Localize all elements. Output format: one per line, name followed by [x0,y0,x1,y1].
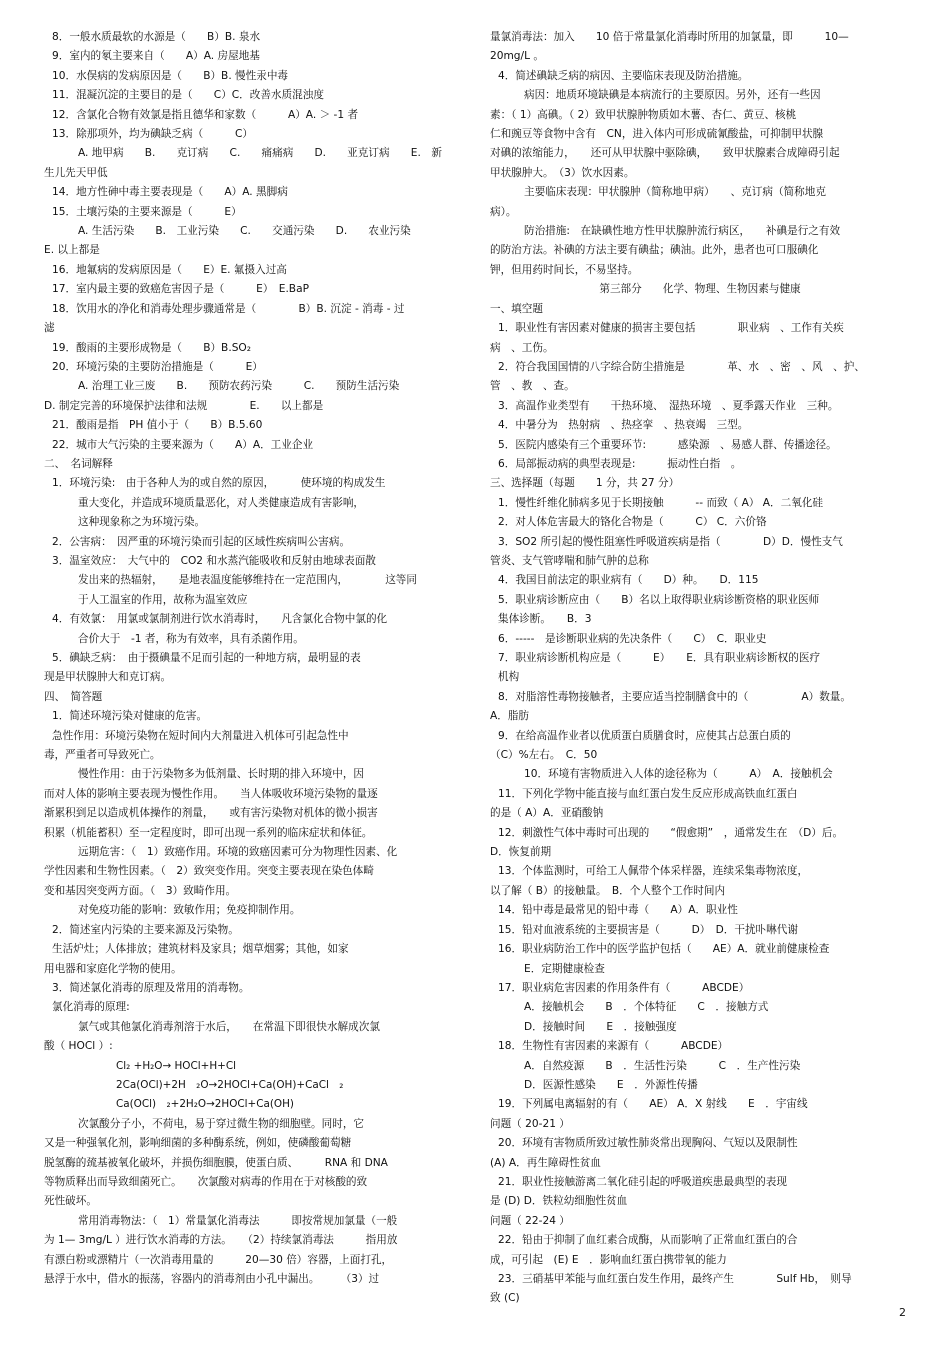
text-line: A．接触机会 B ．个体特征 C ．接触方式 [524,1001,769,1014]
text-line: 集体诊断。 B．3 [498,613,592,626]
text-line: 脱氢酶的巯基被氧化破坏，并损伤细胞膜，使蛋白质、 RNA 和 DNA [44,1156,388,1169]
text-line: 慢性作用：由于污染物多为低剂量、长时期的排入环境中，因 [78,768,365,781]
text-line: 21．职业性接触游离二氧化硅引起的呼吸道疾患最典型的表现 [498,1175,787,1188]
text-line: 1．简述环境污染对健康的危害。 [52,710,208,723]
text-line: 12．含氯化合物有效氯是指且德华和家数（ A）A. ＞ -1 者 [52,108,359,121]
text-line: 17．职业病危害因素的作用条件有（ ABCDE） [498,981,750,994]
text-line: 13．个体监测时，可给工人佩带个体采样器，连续采集毒物浓度， [498,865,809,878]
text-line: 现是甲状腺肿大和克订病。 [44,671,172,684]
text-line: 16．职业病防治工作中的医学监护包括（ AE）A．就业前健康检查 [498,943,830,956]
text-line: 量氯消毒法：加入 10 倍于常量氯化消毒时所用的加氯量，即 10— [490,31,849,43]
text-line: A．脂肪 [490,710,530,723]
text-line: 仁和豌豆等食物中含有 CN，进入体内可形成硫氰酸盐，可抑制甲状腺 [490,128,824,141]
text-line: 1．慢性纤维化肺病多见于长期接触 -- 而致（ A） A．二氧化硅 [498,496,824,509]
text-line: 17．室内最主要的致癌危害因子是（ E） E.BaP [52,283,309,296]
text-line: 7．职业病诊断机构应是（ E） E．具有职业病诊断权的医疗 [498,652,821,664]
text-line: 病 、工伤。 [490,341,554,354]
text-line: 6．局部振动病的典型表现是: 振动性白指 。 [498,457,742,470]
text-line: 23．三硝基甲苯能与血红蛋白发生作用，最终产生 Sulf Hb， 则导 [498,1273,852,1285]
text-line: 病）。 [490,205,517,218]
text-line: 5．医院内感染有三个重要环节: 感染源 、易感人群、传播途径。 [498,438,837,451]
text-line: 22．城市大气污染的主要来源为（ A）A．工业企业 [52,438,314,451]
text-line: 18．生物性有害因素的来源有（ ABCDE） [498,1040,729,1053]
text-line: 的防治方法。补碘的方法主要有碘盐；碘油。此外，患者也可口服碘化 [490,244,819,257]
text-line: D．医源性感染 E ．外源性传播 [524,1078,698,1091]
text-line: 3．温室效应： 大气中的 CO2 和水蒸汽能吸收和反射由地球表面散 [52,554,376,567]
text-line: 10．环境有害物质进入人体的途径称为（ A） A．接触机会 [524,768,833,781]
text-line: (A) A．再生障碍性贫血 [490,1156,601,1169]
text-line: 9．在给高温作业者以优质蛋白质膳食时，应使其占总蛋白质的 [498,729,791,742]
text-line: 四、 简答题 [44,690,103,703]
text-line: 一、填空题 [490,302,543,315]
text-line: 用电器和家庭化学物的使用。 [44,962,182,975]
text-line: 死性破坏。 [44,1195,97,1208]
text-line: 致 (C) [490,1292,520,1305]
text-line: 2．对人体危害最大的铬化合物是（ C） C．六价铬 [498,516,767,529]
text-line: 19．酸雨的主要形成物是（ B）B.SO₂ [52,341,252,354]
text-line: 甲状腺肿大。 （3）饮水因素。 [490,166,635,179]
text-line: 对免疫功能的影响：致敏作用；免疫抑制作用。 [78,904,301,917]
text-line: 氯化消毒的原理: [52,1001,130,1014]
text-line: 5．职业病诊断应由（ B）名以上取得职业病诊断资格的职业医师 [498,593,820,606]
text-line: 的是（ A）A．亚硝酸钠 [490,807,604,820]
text-line: 氯气或其他氯化消毒剂溶于水后， 在常温下即很快水解成次氯 [78,1020,380,1033]
text-line: 9．室内的氡主要来自（ A）A. 房屋地基 [52,50,260,63]
text-line: 远期危害：（ 1）致癌作用。环境的致癌因素可分为物理性因素、化 [78,846,398,859]
text-line: E. 以上都是 [44,244,100,257]
text-line: 又是一种强氧化剂，影响细菌的多种酶系统，例如，使磷酸葡萄糖 [44,1137,352,1150]
text-line: 为 1— 3mg/L ）进行饮水消毒的方法。 （2）持续氯消毒法 指用放 [44,1234,398,1247]
text-line: 病因：地质环境缺碘是本病流行的主要原因。另外，还有一些因 [524,89,821,102]
text-line: 积累（机能蓄积）至一定程度时，即可出现一系列的临床症状和体征。 [44,826,373,839]
text-line: 对碘的浓缩能力， 还可从甲状腺中驱除碘， 致甲状腺素合成障碍引起 [490,147,840,160]
text-line: 20．环境有害物质所致过敏性肺炎常出现胸闷、气短以及限制性 [498,1137,798,1150]
text-line: 变和基因突变两方面。（ 3）致畸作用。 [44,884,237,897]
text-line: 有漂白粉或漂精片（一次消毒用量的 20—30 倍）容器，上面打孔， [44,1253,393,1266]
text-line: 是 (D) D．铁粒幼细胞性贫血 [490,1195,628,1208]
text-line: A. 治理工业三废 B. 预防农药污染 C. 预防生活污染 [78,380,400,393]
text-line: 合价大于 -1 者，称为有效率，具有杀菌作用。 [78,632,304,645]
text-line: 于人工温室的作用，故称为温室效应 [78,593,248,606]
text-line: 20．环境污染的主要防治措施是（ E） [52,360,263,373]
text-line: 21．酸雨是指 PH 值小于（ B）B.5.60 [52,419,263,432]
text-line: 主要临床表现：甲状腺肿（简称地甲病） 、克订病（简称地克 [524,186,826,199]
text-line: 机构 [498,671,520,684]
left-column [44,28,469,1289]
text-line: 10．水俣病的发病原因是（ B）B. 慢性汞中毒 [52,69,289,82]
text-line: 4．有效氯： 用氯或氯制剂进行饮水消毒时， 凡含氯化合物中氯的化 [52,613,388,626]
text-line: 3．简述氯化消毒的原理及常用的消毒物。 [52,981,250,994]
text-line: 渐累积到足以造成机体操作的剂量， 或有害污染物对机体的微小损害 [44,807,378,820]
text-line: 以了解（ B）的接触量。 B．个人整个工作时间内 [490,884,726,897]
text-line: 管炎、支气管哮喘和肺气肿的总称 [490,554,649,567]
text-line: 等物质释出而导致细菌死亡。 次氯酸对病毒的作用在于对核酸的致 [44,1175,368,1188]
text-line: 3．SO2 所引起的慢性阻塞性呼吸道疾病是指（ D）D．慢性支气 [498,535,843,548]
text-line: 二、 名词解释 [44,457,113,470]
text-line: 生活炉灶；人体排放；建筑材料及家具；烟草烟雾；其他，如家 [52,943,349,956]
text-line: D. 制定完善的环境保护法律和法规 E. 以上都是 [44,399,324,412]
text-line: 问题（ 22-24 ） [490,1214,570,1227]
page-number: 2 [899,1306,906,1319]
text-line: 生儿先天甲低 [44,166,108,179]
text-line: 8．一般水质最软的水源是（ B）B. 泉水 [52,31,261,43]
text-line: Ca(OCl) ₂+2H₂O→2HOCl+Ca(OH) [116,1098,294,1111]
text-line: 悬浮于水中，借水的振荡，容器内的消毒剂由小孔中漏出。 （3）过 [44,1273,380,1285]
text-line: 第三部分 化学、物理、生物因素与健康 [599,283,801,296]
text-line: 1．环境污染: 由于各种人为的或自然的原因， 使环境的构成发生 [52,477,386,490]
text-line: Cl₂ +H₂O→ HOCl+H+Cl [116,1059,236,1072]
text-line: 6．----- 是诊断职业病的先决条件（ C） C．职业史 [498,632,767,645]
text-line: 11．混凝沉淀的主要目的是（ C）C．改善水质混浊度 [52,89,324,102]
text-line: 常用消毒物法：（ 1）常量氯化消毒法 即按常规加氯量（一般 [78,1214,398,1227]
text-line: A. 生活污染 B. 工业污染 C. 交通污染 D. 农业污染 [78,225,411,238]
text-line: 18．饮用水的净化和消毒处理步骤通常是（ B）B. 沉淀 - 消毒 - 过 [52,302,405,315]
text-line: 发出来的热辐射， 是地表温度能够维持在一定范围内， 这等同 [78,574,417,587]
text-line: 酸（ HOCl ）: [44,1040,113,1053]
text-line: 5．碘缺乏病： 由于摄碘量不足而引起的一种地方病，最明显的表 [52,652,361,664]
text-line: 15．铅对血液系统的主要损害是（ D） D．干扰卟啉代谢 [498,923,798,936]
text-line: 4．我国目前法定的职业病有（ D）种。 D．115 [498,574,759,587]
text-line: 11．下列化学物中能直接与血红蛋白发生反应形成高铁血红蛋白 [498,787,798,800]
text-line: 素：（ 1）高碘。（ 2）致甲状腺肿物质如木薯、杏仁、黄豆、核桃 [490,108,797,121]
right-column [490,28,910,1309]
text-line: 急性作用：环境污染物在短时间内大剂量进入机体可引起急性中 [52,729,349,742]
text-line: 20mg/L 。 [490,50,544,63]
text-line: D．接触时间 E ．接触强度 [524,1020,677,1033]
text-line: 2Ca(OCl)+2H ₂O→2HOCl+Ca(OH)+CaCl ₂ [116,1078,344,1091]
text-line: 13．除那项外，均为碘缺乏病（ C） [52,128,253,141]
text-line: 14．铅中毒是最常见的铅中毒（ A）A．职业性 [498,904,738,917]
text-line: 16．地氟病的发病原因是（ E）E. 氟摄入过高 [52,263,287,276]
text-line: 2．公害病： 因严重的环境污染而引起的区域性疾病叫公害病。 [52,535,351,548]
text-line: 成，可引起 (E) E ．影响血红蛋白携带氧的能力 [490,1253,727,1266]
text-line: 14．地方性砷中毒主要表现是（ A）A. 黑脚病 [52,186,288,199]
text-line: 毒，严重者可导致死亡。 [44,749,161,762]
text-line: 而对人体的影响主要表现为慢性作用。 当人体吸收环境污染物的量逐 [44,787,378,800]
text-line: 1．职业性有害因素对健康的损害主要包括 职业病 、工作有关疾 [498,322,844,335]
text-line: 15．土壤污染的主要来源是（ E） [52,205,242,218]
text-line: A. 地甲病 B. 克订病 C. 痛痛病 D. 亚克订病 E. 新 [78,147,442,160]
text-line: 学性因素和生物性因素。（ 2）致突变作用。突变主要表现在染色体畸 [44,865,374,878]
text-line: 8．对脂溶性毒物接触者，主要应适当控制膳食中的（ A）数量。 [498,690,851,703]
text-line: （C）%左右。 C．50 [490,749,598,762]
text-line: 2．简述室内污染的主要来源及污染物。 [52,923,239,936]
text-line: 重大变化，并造成环境质量恶化，对人类健康造成有害影响， [78,496,365,509]
text-line: 钾，但用药时间长，不易坚持。 [490,263,639,276]
text-line: 问题（ 20-21 ） [490,1117,570,1130]
text-line: 4．简述碘缺乏病的病因、主要临床表现及防治措施。 [498,69,749,82]
text-line: 4．中暑分为 热射病 、热痉挛 、热衰竭 三型。 [498,419,749,432]
text-line: 3．高温作业类型有 干热环境、 湿热环境 、夏季露天作业 三种。 [498,399,839,412]
text-line: 管 、教 、查。 [490,380,575,393]
text-line: 三、选择题（每题 1 分，共 27 分） [490,477,680,490]
text-line: 次氯酸分子小，不荷电，易于穿过微生物的细胞壁。同时，它 [78,1117,365,1130]
text-line: 防治措施: 在缺碘性地方性甲状腺肿流行病区， 补碘是行之有效 [524,225,841,238]
text-line: D．恢复前期 [490,846,552,859]
text-line: 22．铅由于抑制了血红素合成酶，从而影响了正常血红蛋白的合 [498,1234,798,1247]
text-line: 滤 [44,322,55,335]
text-line: 2．符合我国国情的八字综合防尘措施是 革、水 、密 、风 、护、 [498,360,865,373]
text-line: E．定期健康检查 [524,962,605,975]
text-line: 12．刺激性气体中毒时可出现的 “假愈期” ，通常发生在 （D）后。 [498,826,844,839]
text-line: A．自然疫源 B ．生活性污染 C ．生产性污染 [524,1059,801,1072]
text-line: 这种现象称之为环境污染。 [78,516,206,529]
text-line: 19．下列属电离辐射的有（ AE） A．X 射线 E ．宇宙线 [498,1098,808,1111]
